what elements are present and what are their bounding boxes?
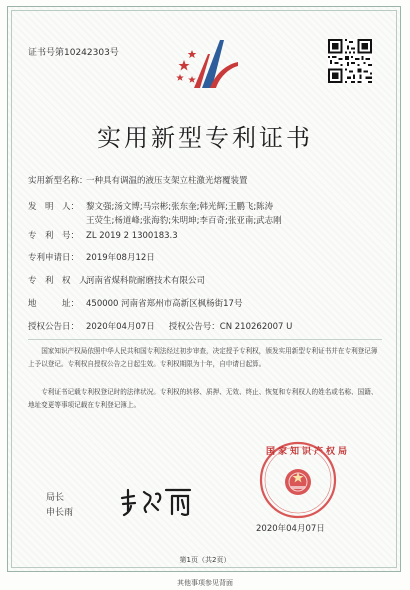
field-label: 专利申请日：	[28, 253, 80, 263]
grant-pub-label: 授权公告号：	[168, 322, 220, 332]
field-label: 地 址：	[28, 299, 80, 309]
field-value: 450000 河南省郑州市高新区枫杨街17号	[86, 299, 243, 309]
field-address	[28, 299, 242, 310]
grant-date: 2020年04月07日	[86, 322, 155, 332]
field-value: 黎文强;汤文博;马宗彬;张东奎;韩光辉;王鹏飞;陈涛	[86, 202, 274, 212]
grant-statement: 国家知识产权局依照中华人民共和国专利法经过初步审查，决定授予专利权，颁发实用新型专利证书并在专利登记簿上予以登记。专利权自授权公告之日起生效。专利权期限为十年，自申请日起算。	[28, 347, 378, 368]
field-utility-model-name	[28, 176, 248, 187]
seal-text: 国家知识产权局	[266, 447, 351, 457]
director-name: 申长雨	[46, 508, 74, 518]
field-value: 河南省煤科院耐磨技术有限公司	[86, 276, 206, 286]
divider	[28, 339, 382, 340]
certificate-title: 实用新型专利证书	[97, 124, 313, 152]
grant-date-label: 授权公告日：	[28, 322, 80, 332]
footer-note: 其他事项参见背面	[177, 579, 233, 587]
certificate-number: 证书号第10242303号	[28, 48, 119, 58]
seal-date: 2020年04月07日	[256, 524, 325, 534]
field-grant-announcement	[28, 322, 292, 333]
grant-pub-number: CN 210262007 U	[219, 322, 293, 332]
field-value: 2019年08月12日	[86, 253, 155, 263]
field-label: 实用新型名称：	[28, 176, 88, 186]
field-label: 专 利 号：	[28, 231, 80, 241]
field-value: 王荧生;杨道峰;张海豹;朱明坤;李百奇;张亚南;武志刚	[86, 216, 282, 226]
director-signature-icon	[118, 482, 198, 522]
field-label: 发 明 人：	[28, 202, 80, 212]
field-inventors	[28, 202, 273, 213]
field-patent-number	[28, 231, 178, 242]
patent-office-logo-icon	[172, 30, 242, 100]
qr-code-icon	[328, 39, 372, 83]
field-application-date	[28, 253, 155, 264]
legal-status-statement: 专利证书记载专利权登记时的法律状况。专利权的转移、质押、无效、终止、恢复和专利权人的姓名或名称、国籍、地址变更等事项记载在专利登记簿上。	[28, 388, 378, 409]
field-value: 一种具有调温的液压支架立柱激光熔覆装置	[86, 176, 248, 186]
page-indicator: 第1页（共2页）	[179, 556, 231, 564]
field-inventors-continued	[28, 216, 282, 227]
field-label: 专 利 权 人：	[28, 276, 97, 286]
field-value: ZL 2019 2 1300183.3	[86, 231, 178, 241]
director-title: 局长	[46, 493, 65, 503]
field-patentee	[28, 276, 205, 287]
